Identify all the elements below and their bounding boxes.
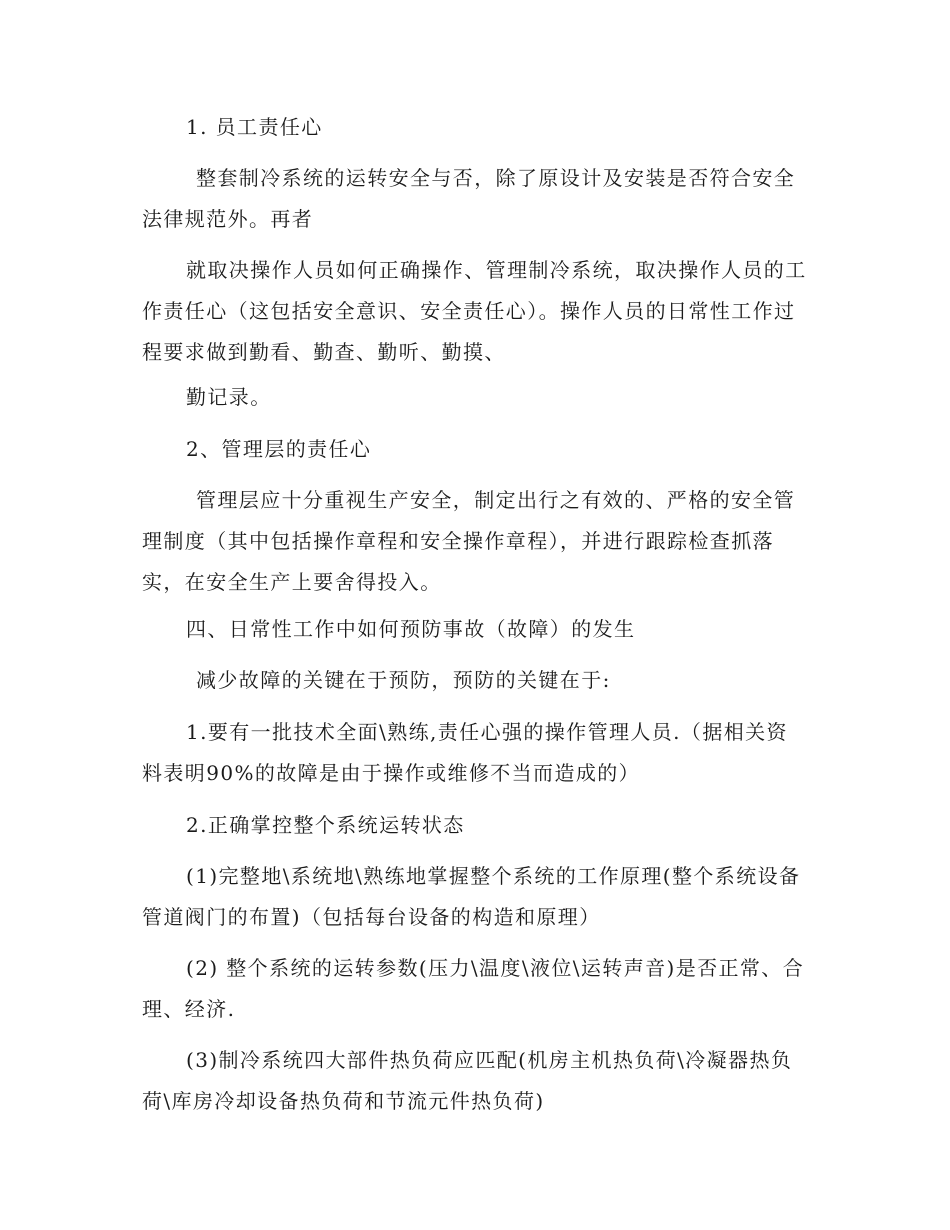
sub-item-working-principle: (1)完整地\系统地\熟练地掌握整个系统的工作原理(整个系统设备管道阀门的布置)（包括每台设备的构造和原理） bbox=[142, 864, 801, 929]
paragraph-record-keeping: 勤记录。 bbox=[186, 385, 272, 409]
heading-section-four: 四、日常性工作中如何预防事故（故障）的发生 bbox=[186, 617, 636, 641]
heading-management-responsibility: 2、管理层的责任心 bbox=[186, 437, 372, 461]
list-item-skilled-staff: 1.要有一批技术全面\熟练,责任心强的操作管理人员.（据相关资料表明90%的故障是由于操作或维修不当而造成的） bbox=[142, 720, 788, 785]
paragraph-prevention-key: 减少故障的关键在于预防，预防的关键在于: bbox=[196, 668, 611, 692]
paragraph-management-safety: 管理层应十分重视生产安全，制定出行之有效的、严格的安全管理制度（其中包括操作章程和安全操作章程），并进行跟踪检查抓落实，在安全生产上要舍得投入。 bbox=[142, 488, 796, 594]
paragraph-system-safety: 整套制冷系统的运转安全与否，除了原设计及安装是否符合安全法律规范外。再者 bbox=[142, 166, 796, 231]
sub-item-operating-parameters: (2) 整个系统的运转参数(压力\温度\液位\运转声音)是否正常、合理、经济. bbox=[142, 956, 805, 1021]
list-item-system-status: 2.正确掌控整个系统运转状态 bbox=[186, 813, 465, 837]
sub-item-heat-load-matching: (3)制冷系统四大部件热负荷应匹配(机房主机热负荷\冷凝器热负荷\库房冷却设备热负荷和节流元件热负荷) bbox=[142, 1048, 793, 1113]
heading-employee-responsibility: 1. 员工责任心 bbox=[186, 115, 323, 139]
paragraph-operator-responsibility: 就取决操作人员如何正确操作、管理制冷系统，取决操作人员的工作责任心（这包括安全意识、安全责任心）。操作人员的日常性工作过程要求做到勤看、勤查、勤听、勤摸、 bbox=[142, 258, 807, 364]
